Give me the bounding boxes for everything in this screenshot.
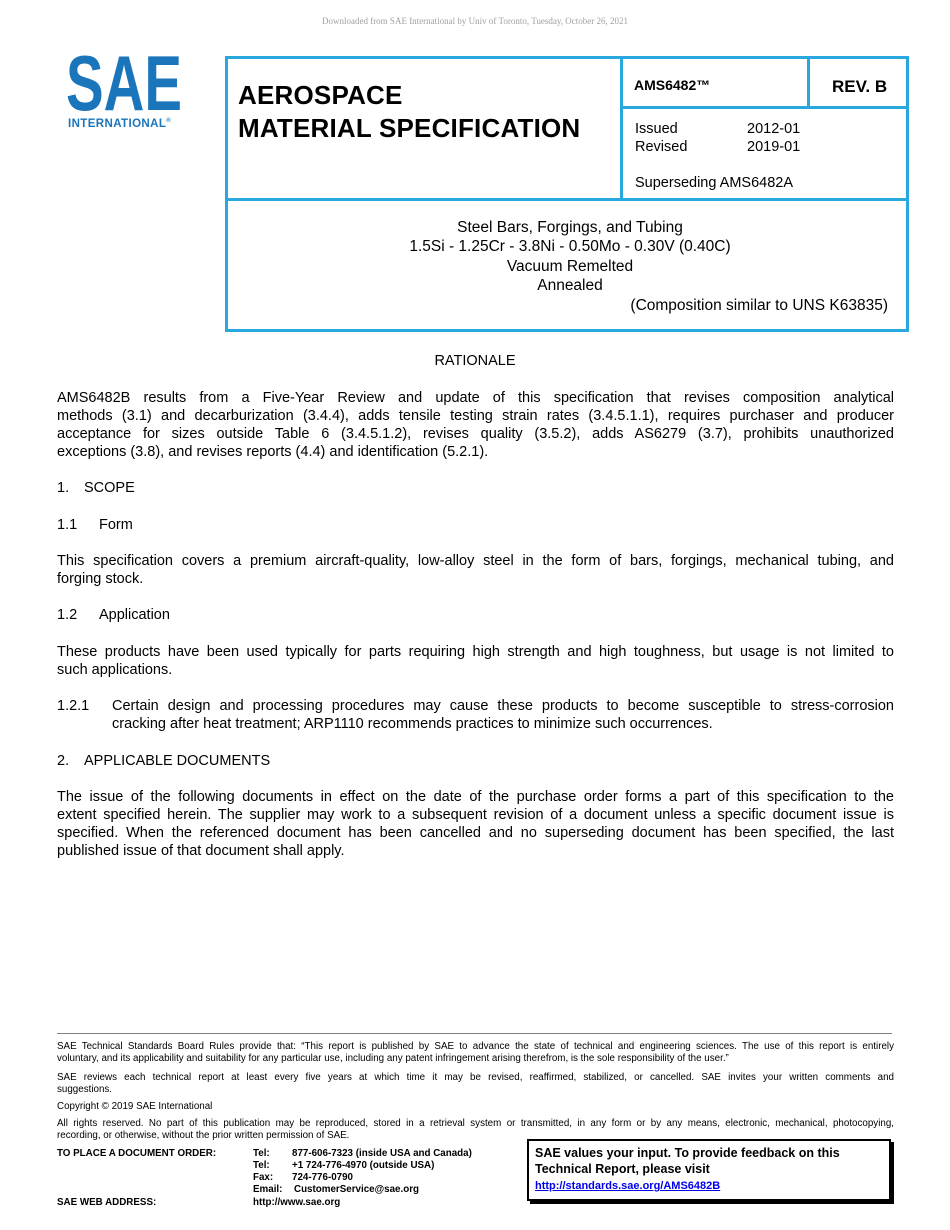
rights-line: recording, or otherwise, without the prior written permission of SAE. xyxy=(57,1130,350,1142)
sae-logo xyxy=(66,52,191,136)
rules-line: voluntary, and its applicability and suitability for any particular use, including any patent infringement arising therefrom, is the sole responsibility of the user.” xyxy=(57,1053,729,1065)
rationale-line: acceptance for sizes outside Table 6 (3.4.5.1.2), revises quality (3.5.2), adds AS6279 (3.7), prohibits unauthorized xyxy=(57,426,894,442)
section-1-1-heading xyxy=(57,516,133,534)
fax-number: 724-776-0790 xyxy=(292,1172,354,1183)
section-1-heading xyxy=(57,479,135,497)
section-title: APPLICABLE DOCUMENTS xyxy=(84,753,271,769)
form-paragraph xyxy=(57,552,894,588)
revised-row xyxy=(635,138,800,156)
section-2-heading xyxy=(57,752,270,770)
revised-label: Revised xyxy=(635,139,688,155)
revision-label: REV. B xyxy=(832,77,888,96)
section-title: Form xyxy=(99,517,133,533)
issued-value: 2012-01 xyxy=(747,121,801,137)
title-line-2: MATERIAL SPECIFICATION xyxy=(238,113,581,143)
section-number: 1.1 xyxy=(57,517,78,533)
section-1-2-heading xyxy=(57,606,170,624)
sae-logo-mark xyxy=(66,52,184,114)
section-1-2-1-line: Certain design and processing procedures may cause these products to become susceptible to stress-corrosion xyxy=(112,698,894,714)
applicable-documents-line: specified. When the referenced document has been cancelled and no superseding document has been specified, the last xyxy=(57,825,894,841)
applicable-documents-line: The issue of the following documents in effect on the date of the purchase order forms a part of this specification to the xyxy=(57,789,894,805)
document-type-title xyxy=(238,79,580,145)
description-line-3: Vacuum Remelted xyxy=(506,258,634,275)
application-paragraph xyxy=(57,643,894,679)
registered-mark: ® xyxy=(166,118,172,125)
description-line-4: Annealed xyxy=(537,277,603,294)
order-label: TO PLACE A DOCUMENT ORDER: xyxy=(57,1148,217,1159)
feedback-link[interactable]: http://standards.sae.org/AMS6482B xyxy=(535,1180,721,1192)
applicable-documents-line: published issue of that document shall apply. xyxy=(57,843,345,859)
rationale-line: exceptions (3.8), and revises reports (4.4) and identification (5.2.1). xyxy=(57,444,489,460)
feedback-line: Technical Report, please visit xyxy=(535,1162,710,1176)
tel-international[interactable]: +1 724-776-4970 (outside USA) xyxy=(292,1160,435,1171)
dates-box xyxy=(620,106,909,201)
order-info xyxy=(57,1148,517,1214)
review-line: SAE reviews each technical report at least every five years at which time it may be revised, reaffirmed, stabilized, or cancelled. SAE invites your written comments and xyxy=(57,1072,894,1083)
rationale-heading: RATIONALE xyxy=(434,353,516,369)
section-title: Application xyxy=(99,607,170,623)
tel-label: Tel: xyxy=(253,1160,270,1171)
revised-value: 2019-01 xyxy=(747,139,801,155)
section-1-2-1-number: 1.2.1 xyxy=(57,698,90,714)
description-line-5: (Composition similar to UNS K63835) xyxy=(630,297,888,314)
issued-row xyxy=(635,120,800,138)
sae-logo-letters: SAE xyxy=(66,52,182,114)
standards-board-rules xyxy=(57,1041,894,1065)
section-number: 2. xyxy=(57,753,70,769)
rights-line: All rights reserved. No part of this publication may be reproduced, stored in a retrieval system or transmitted, in any form or by any means, electronic, mechanical, photocopying, xyxy=(57,1118,894,1129)
material-description-box xyxy=(225,198,909,332)
email-label: Email: xyxy=(253,1184,283,1195)
section-number: 1.2 xyxy=(57,607,78,623)
download-note: Downloaded from SAE International by Univ of Toronto, Tuesday, October 26, 2021 xyxy=(321,16,629,26)
description-line-1: Steel Bars, Forgings, and Tubing xyxy=(457,219,683,236)
web-address[interactable]: http://www.sae.org xyxy=(253,1197,341,1208)
section-number: 1. xyxy=(57,480,70,496)
rationale-line: methods (3.1) and decarburization (3.4.4), adds tensile testing strain rates (3.4.5.1.1), requires purchaser and producer xyxy=(57,408,894,424)
footer-divider xyxy=(57,1033,892,1034)
copyright-notice: Copyright © 2019 SAE International xyxy=(57,1101,213,1112)
web-label: SAE WEB ADDRESS: xyxy=(57,1197,157,1208)
revision-box xyxy=(807,56,909,109)
applicable-documents-line: extent specified herein. The supplier may work to a subsequent revision of a document unless a specific document issue is xyxy=(57,807,894,823)
sae-logo-subtitle xyxy=(68,118,171,130)
section-title: SCOPE xyxy=(84,480,135,496)
doc-number-box xyxy=(620,56,810,109)
section-1-2-1-line: cracking after heat treatment; ARP1110 recommends practices to minimize such occurrences. xyxy=(112,716,713,732)
review-line: suggestions. xyxy=(57,1084,113,1096)
title-line-1: AEROSPACE xyxy=(238,80,403,110)
review-note xyxy=(57,1072,894,1096)
fax-label: Fax: xyxy=(253,1172,274,1183)
applicable-documents-paragraph xyxy=(57,788,894,860)
form-line: forging stock. xyxy=(57,571,144,587)
rules-line: SAE Technical Standards Board Rules provide that: “This report is published by SAE to advance the state of technical and engineering sciences. The use of this report is entirely xyxy=(57,1041,894,1052)
superseding-note: Superseding AMS6482A xyxy=(635,175,793,191)
form-line: This specification covers a premium aircraft-quality, low-alloy steel in the form of bars, forgings, mechanical tubing, and xyxy=(57,553,894,569)
feedback-box xyxy=(527,1139,891,1201)
application-line: such applications. xyxy=(57,662,173,678)
section-1-2-1-paragraph xyxy=(112,697,894,733)
rationale-line: AMS6482B results from a Five-Year Review and update of this specification that revises composition analytical xyxy=(57,390,894,406)
feedback-line: SAE values your input. To provide feedback on this xyxy=(535,1146,840,1160)
logo-subtitle-text: INTERNATIONAL xyxy=(68,118,167,130)
issued-label: Issued xyxy=(635,121,678,137)
description-line-2: 1.5Si - 1.25Cr - 3.8Ni - 0.50Mo - 0.30V (0.40C) xyxy=(409,238,731,255)
email-address[interactable]: CustomerService@sae.org xyxy=(294,1184,419,1195)
title-box xyxy=(225,56,623,201)
application-line: These products have been used typically for parts requiring high strength and high toughness, but usage is not limited to xyxy=(57,644,894,660)
tel-domestic[interactable]: 877-606-7323 (inside USA and Canada) xyxy=(292,1148,472,1159)
tel-label: Tel: xyxy=(253,1148,270,1159)
doc-number: AMS6482™ xyxy=(634,77,711,93)
rationale-paragraph xyxy=(57,389,894,461)
